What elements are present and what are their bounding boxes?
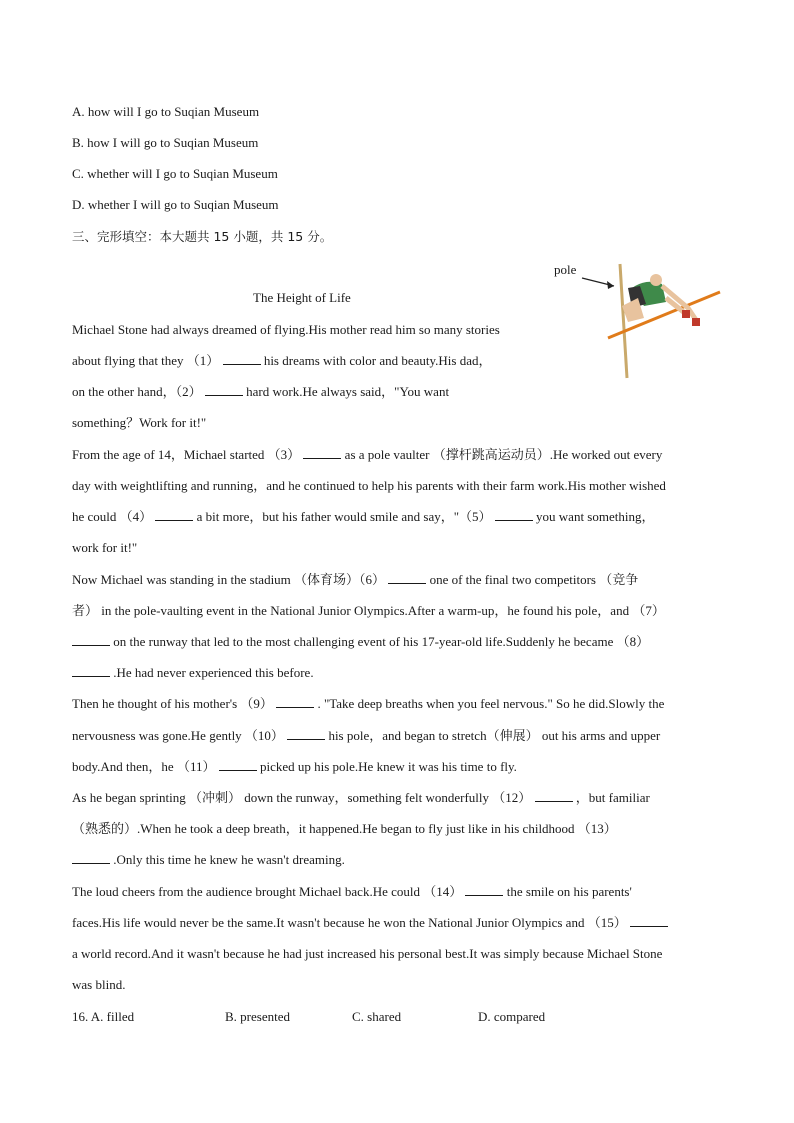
passage-line: was blind. (72, 977, 126, 992)
passage-line: something？Work for it!" (72, 415, 207, 430)
passage-line: From the age of 14，Michael started （3） as a pole vaulter （撑杆跳高运动员）.He worked out every (72, 447, 663, 462)
passage-line: .Only this time he knew he wasn't dreaming. (72, 851, 345, 869)
blank-6 (388, 571, 426, 584)
blank-3 (303, 446, 341, 459)
pole-vaulter-illustration (548, 258, 726, 382)
option-d-prev: D. whether I will go to Suqian Museum (72, 197, 279, 212)
passage-line: 者） in the pole-vaulting event in the National Junior Olympics.After a warm-up，he found his pole，and （7） (72, 603, 665, 618)
option-a-prev: A. how will I go to Suqian Museum (72, 104, 260, 119)
passage-line: on the other hand，（2） hard work.He always said，"You want (72, 384, 450, 399)
blank-13 (72, 851, 110, 864)
blank-8 (72, 664, 110, 677)
blank-7 (72, 633, 110, 646)
blank-1 (223, 352, 261, 365)
passage-line: Then he thought of his mother's （9） . "Take deep breaths when you feel nervous." So he did.Slowly the (72, 696, 665, 711)
blank-15 (630, 914, 668, 927)
passage-line: nervousness was gone.He gently （10） his pole，and began to stretch（伸展） out his arms and upper (72, 728, 661, 743)
blank-5 (495, 508, 533, 521)
q16-option-a: 16. A. filled (72, 1009, 135, 1024)
passage-line: Michael Stone had always dreamed of flying.His mother read him so many stories (72, 322, 500, 337)
blank-4 (155, 508, 193, 521)
pole-label: pole (554, 262, 577, 277)
passage-line: The loud cheers from the audience brought Michael back.He could （14） the smile on his parents' (72, 884, 632, 899)
passage-line: on the runway that led to the most challenging event of his 17-year-old life.Suddenly he became （8） (72, 633, 649, 651)
blank-10 (287, 727, 325, 740)
passage-line: As he began sprinting （冲刺） down the runway，something felt wonderfully （12） ，but familiar (72, 790, 650, 805)
passage-line: about flying that they （1） his dreams with color and beauty.His dad， (72, 353, 492, 368)
passage-line: day with weightlifting and running，and he continued to help his parents with their farm work.His mother wished (72, 478, 666, 493)
option-b-prev: B. how I will go to Suqian Museum (72, 135, 259, 150)
passage-title: The Height of Life (253, 290, 351, 305)
passage-line: a world record.And it wasn't because he had just increased his personal best.It was simply because Michael Stone (72, 946, 663, 961)
passage-line: Now Michael was standing in the stadium （体育场）（6） one of the final two competitors （竞争 (72, 572, 639, 587)
blank-9 (276, 695, 314, 708)
section-header: 三、完形填空：本大题共 15 小题，共 15 分。 (72, 229, 333, 244)
passage-line: faces.His life would never be the same.It wasn't because he won the National Junior Olympics and （15） (72, 914, 668, 932)
passage-line: work for it!" (72, 540, 138, 555)
blank-12 (535, 789, 573, 802)
passage-line: he could （4） a bit more，but his father would smile and say，"（5） you want something， (72, 509, 655, 524)
passage-line: .He had never experienced this before. (72, 664, 314, 682)
option-c-prev: C. whether will I go to Suqian Museum (72, 166, 278, 181)
blank-2 (205, 383, 243, 396)
q16-option-d: D. compared (478, 1009, 546, 1024)
passage-line: （熟悉的）.When he took a deep breath，it happened.He began to fly just like in his childhood （13） (72, 821, 617, 836)
blank-14 (465, 883, 503, 896)
blank-11 (219, 758, 257, 771)
q16-option-b: B. presented (225, 1009, 290, 1024)
passage-line: body.And then，he （11） picked up his pole.He knew it was his time to fly. (72, 759, 517, 774)
q16-option-c: C. shared (352, 1009, 402, 1024)
